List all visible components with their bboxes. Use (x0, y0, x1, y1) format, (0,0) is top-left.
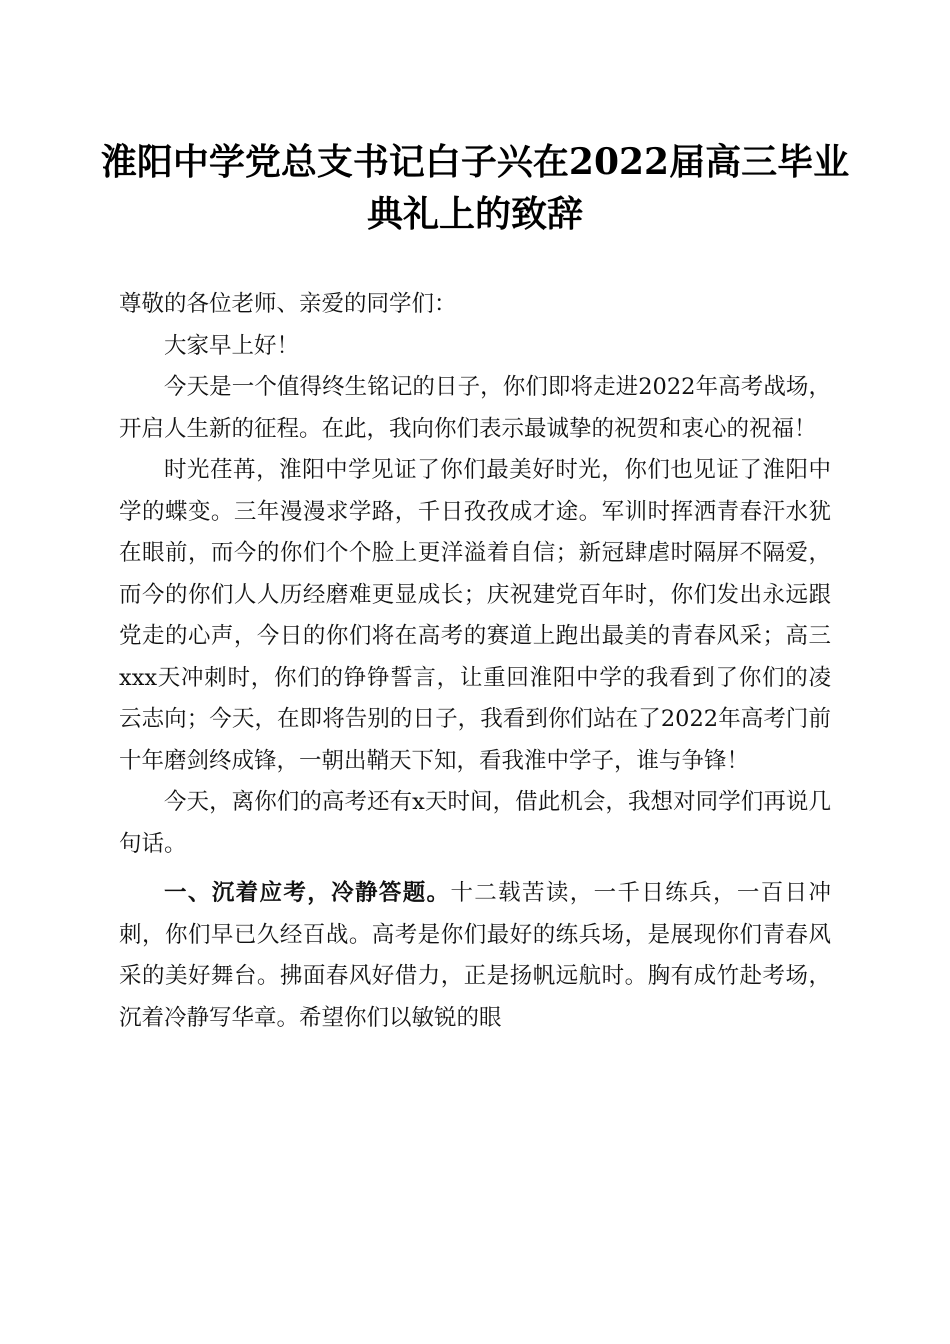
section-1-heading: 一、沉着应考，冷静答题。 (164, 880, 451, 906)
greeting: 大家早上好！ (164, 332, 300, 359)
document-title: 淮阳中学党总支书记白子兴在2022届高三毕业典礼上的致辞 (100, 141, 850, 235)
section-1-paragraph (119, 873, 831, 1039)
salutation: 尊敬的各位老师、亲爱的同学们： (119, 291, 457, 317)
paragraph-2: 时光荏苒，淮阳中学见证了你们最美好时光，你们也见证了淮阳中学的蝶变。三年漫漫求学路，千日孜孜成才途。军训时挥洒青春汗水犹在眼前，而今的你们个个脸上更洋溢着自信；新冠肆虐时隔屏不隔爱，而今的你们人人历经磨难更显成长；庆祝建党百年时，你们发出永远跟党走的心声，今日的你们将在高考的赛道上跑出最美的青春风采；高三xxx天冲刺时，你们的铮铮誓言，让重回淮阳中学的我看到了你们的凌云志向；今天，在即将告别的日子，我看到你们站在了2022年高考门前十年磨剑终成锋，一朝出鞘天下知，看我淮中学子，谁与争锋！ (119, 457, 831, 774)
section-1-text: 十二载苦读，一千日练兵，一百日冲刺，你们早已久经百战。高考是你们最好的练兵场，是展现你们青春风采的美好舞台。拂面春风好借力，正是扬帆远航时。胸有成竹赴考场，沉着冷静写华章。希望你们以敏锐的眼 (119, 880, 831, 1031)
paragraph-1: 今天是一个值得终生铭记的日子，你们即将走进2022年高考战场，开启人生新的征程。在此，我向你们表示最诚挚的祝贺和衷心的祝福！ (119, 374, 831, 442)
document-body (119, 284, 831, 1039)
paragraph-3: 今天，离你们的高考还有x天时间，借此机会，我想对同学们再说几句话。 (119, 789, 831, 857)
